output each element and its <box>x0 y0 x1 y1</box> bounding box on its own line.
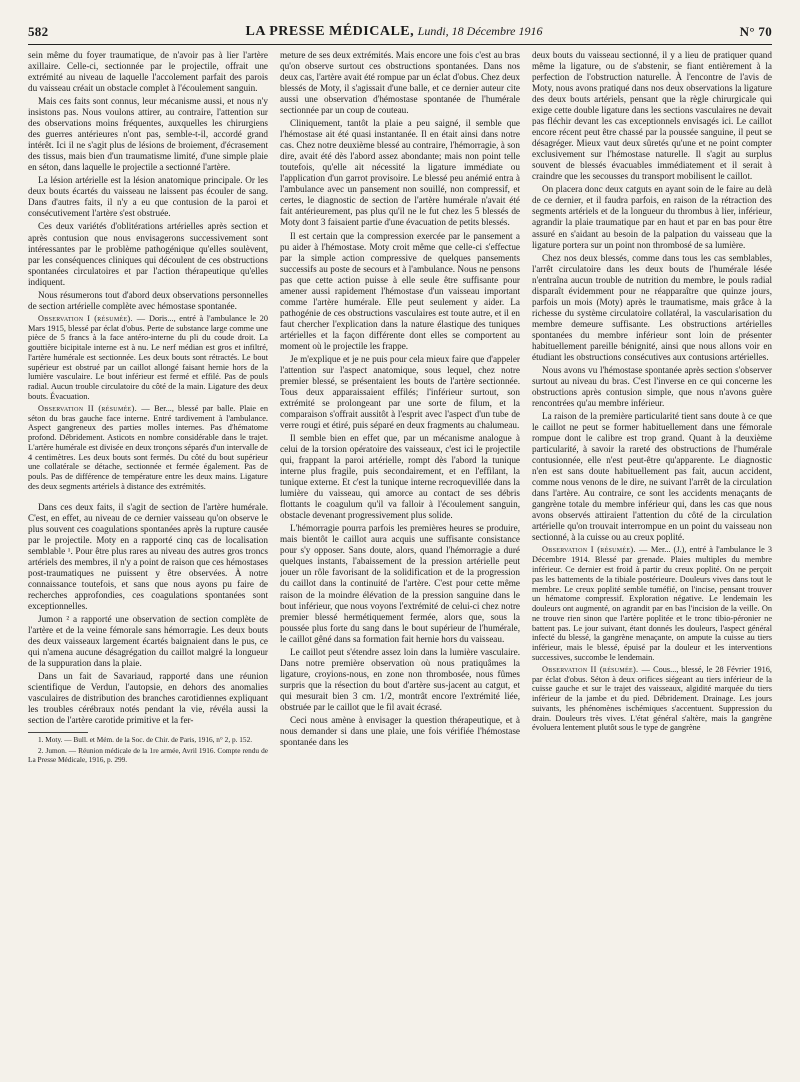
paragraph: L'hémorragie pourra parfois les premières heures se produire, mais bientôt le caillot aura acquis une suffisante consistance pour s'y opposer. Sans doute, alors, quand l'hémorragie a duré quelques instants, l'abaissement de la pression artérielle peut jouer un rôle favorisant de la solidification et de la progression du caillot dans la continuité de l'artère. C'est pour cette même raison de la moindre élévation de la pression sanguine dans le bout inférieur, que nous voyons l'extrémité de celui-ci chez notre premier blessé hermétiquement fermée, alors que, sous la poussée plus forte du sang dans le bout supérieur de l'humérale, le caillot gêné dans sa formation fait hernie hors du vaisseau. <box>280 523 520 644</box>
footnote-divider <box>28 732 88 733</box>
paragraph: Mais ces faits sont connus, leur mécanisme aussi, et nous n'y insistons pas. Nous voulons attirer, au contraire, l'attention sur des observations moins fréquentes, auxquelles les chirurgiens des guerres antérieures n'ont pas, semble-t-il, accordé grand intérêt. Ici il ne s'agit plus de lésions de broiement, d'écrasement des tissus, mais bien d'un traumatisme limité, d'une simple plaie en séton, dans laquelle le projectile a sectionné l'artère. <box>28 96 268 173</box>
paragraph: Il semble bien en effet que, par un mécanisme analogue à celui de la torsion opératoire des vaisseaux, c'est ici le projectile qui, frappant la paroi artérielle, rompt dès l'abord la tunique interne plus fragile, puis secondairement, et en l'effilant, la tunique externe. Et c'est la tunique interne recroquevillée dans la lumière du vaisseau, qui amorce au contact de ses débris flottants le coagulum qu'il va falloir à l'écoulement sanguin, obstacle devenant progressivement plus solide. <box>280 433 520 521</box>
footnote-1: 1. Moty. — Bull. et Mém. de la Soc. de Chir. de Paris, 1916, n° 2, p. 152. <box>38 735 253 745</box>
observation-2 <box>532 665 772 733</box>
observation-text: Mer... (J.), entré à l'ambulance le 3 Décembre 1914. Blessé par grenade. Plaies multiples du membre inférieur. Ce dernier est froid à partir du creux poplité. On ne perçoit pas les battements de la tibiale postérieure. Douleurs vives dans tout le membre. Le creux poplité semble tuméfié, on l'incise, pensant trouver un hématome compressif. Exploration négative. Le lendemain les douleurs ont augmenté, on agrandit par en bas l'incision de la veille. On ne trouve rien sinon que l'artère poplitée et le tronc tibio-péronier ne battent pas. Le jour suivant, étant donnés les douleurs, l'aspect général infecté du blessé, la gangrène menaçante, on ampute la cuisse au tiers inférieur, mais le blessé, épuisé par la douleur et les interventions successives, succombe le lendemain. <box>532 545 772 662</box>
paragraph: meture de ses deux extrémités. Mais encore une fois c'est au bras qu'on observe surtout ces obstructions spontanées. Dans nos deux cas, l'artère avait été rompue par un éclat d'obus. Chez deux blessés de Moty, il s'agissait d'une balle, et ce dernier auteur cite aussi une observation d'hémostase spontanée de l'humérale sectionnée par un coup de couteau. <box>280 50 520 116</box>
observation-heading: Observation II (résumée). — <box>542 664 651 674</box>
observation-heading: Observation II (résumée). — <box>38 403 150 413</box>
paragraph: La raison de la première particularité tient sans doute à ce que le caillot ne peut se former habituellement dans une fémorale rompue dont le calibre est trop grand. Quant à la deuxième particularité, à savoir la rareté des obstructions de l'humérale contusionnée, elle n'est peut-être qu'apparente. Le diagnostic n'en est sans doute habituellement pas fait, aucun accident, comme nous venons de le dire, ne suivant l'arrêt de la circulation dans l'artère. Au contraire, ce sont les accidents menaçants de gangrène totale du membre inférieur qui, dans les cas que nous avons observés attiraient l'attention du côté de la circulation artérielle qu'on trouvait interrompue en un point du vaisseau non sectionné, à la cuisse ou au creux poplité. <box>532 411 772 543</box>
journal-name: LA PRESSE MÉDICALE, <box>245 24 415 39</box>
journal-title <box>246 24 543 40</box>
column-middle <box>280 50 520 1074</box>
paragraph: Dans un fait de Savariaud, rapporté dans une réunion scientifique de Verdun, l'autopsie, en dehors des anomalies vasculaires de distribution des branches carotidiennes expliquant les troubles cérébraux notés pendant la vie, révéla aussi la section de l'artère carotide primitive et la fer- <box>28 671 268 726</box>
issue-number: N° 70 <box>739 24 772 39</box>
observation-2 <box>28 404 268 492</box>
text-columns <box>28 50 772 1074</box>
observation-1 <box>28 314 268 402</box>
paragraph: On placera donc deux catguts en ayant soin de le faire au delà de ce dernier, et il faudra parfois, en raison de la rétraction des segments artériels et de la longueur du thrombus à lier, inférieur, agrandir la plaie traumatique par en haut et par en bas pour être assuré en s'aidant au besoin de la palpation du vaisseau que la ligature portera sur un point non thrombosé de sa lumière. <box>532 184 772 250</box>
observation-text: Ber..., blessé par balle. Plaie en séton du bras gauche face interne. Entré tardivement à l'ambulance. Aspect gangreneux des parties molles internes. Pas d'hématome profond. Débridement. Asticots en nombre considérable dans le trajet. L'artère humérale est divisée en deux tronçons séparés d'un intervalle de 4 centimètres. Les deux bouts sont fermés. Du côté du bout supérieur une collatérale se détache, sectionnée et fermée également. Pas de pouls. Pas de différence de température entre les deux mains. Ligature des deux segments artériels à distance des extrémités. <box>28 403 268 491</box>
observation-text: Doris..., entré à l'ambulance le 20 Mars 1915, blessé par éclat d'obus. Perte de substance large comme une pièce de 5 francs à la face antéro-interne du pli du coude droit. La gouttière bicipitale interne est à nu. Le nerf médian est gros et infiltré, l'artère humérale est sectionnée. Les deux bouts sont rétractés. Le bout supérieur est obstrué par un caillot allongé faisant hernie hors de la lumière vasculaire. Le bout inférieur est fermé et effilé. Pas de pouls radial. Aucun trouble circulatoire du côté de la main. Ligature des deux bouts. Évacuation. <box>28 313 268 401</box>
paragraph: Cliniquement, tantôt la plaie a peu saigné, il semble que l'hémostase ait été quasi instantanée. Il en était ainsi dans notre cas. Chez notre deuxième blessé au contraire, l'hémorragie, à son dire, avait été dès l'abord assez abondante; mais non point telle toutefois, qu'elle ait nécessité la ligature immédiate ou l'application d'un garrot provisoire. Le blessé peu anémié entra à l'ambulance avec un pansement non souillé, non compressif, et certes, le diagnostic de section de l'artère humérale n'avait été fait antérieurement, pas plus qu'il ne le fut chez les 5 blessés de Moty dont 3 faisaient partie d'une évacuation de petits blessés. <box>280 118 520 228</box>
observation-heading: Observation I (résumée). — <box>38 313 146 323</box>
column-right <box>532 50 772 1074</box>
paragraph: La lésion artérielle est la lésion anatomique principale. Or les deux bouts écartés du vaisseau ne laissent pas écouler de sang. Dans d'autres faits, il n'y a eu que contusion de la paroi et consécutivement l'artère s'est obstruée. <box>28 175 268 219</box>
paragraph: Chez nos deux blessés, comme dans tous les cas semblables, l'arrêt circulatoire dans les deux bouts de l'humérale lésée n'entraîna aucun trouble de nutrition du membre, le pouls radial disparaît évidemment pour ne réapparaître que quinze jours, parfois un mois (Moty) après le traumatisme, mais grâce à la richesse du système circulatoire collatéral, la vascularisation du membre demeure suffisante. Les obstructions artérielles spontanées du membre inférieur sont loin de présenter habituellement pareille bénignité, ainsi que nous allons voir en étudiant les obstructions consécutives aux contusions artérielles. <box>532 252 772 362</box>
paragraph: sein même du foyer traumatique, de n'avoir pas à lier l'artère axillaire. Celle-ci, sectionnée par le projectile, offrait une extrémité au niveau de laquelle l'accolement parfait des parois du vaisseau créait un obstacle complet à l'écoulement sanguin. <box>28 50 268 94</box>
paragraph: Je m'explique et je ne puis pour cela mieux faire que d'appeler l'attention sur l'aspect anatomique, sous lequel, chez notre premier blessé, se présentaient les bouts de l'artère sectionnée. Tous deux apparaissaient effilés; l'inférieur surtout, son extrémité se prolongeant par une sorte de filum, et la comparaison s'offrait aussitôt à l'esprit avec l'aspect d'un tube de verre rougi et étiré, puis séparé en deux fragments au chalumeau. <box>280 353 520 431</box>
observation-1 <box>532 545 772 662</box>
paragraph: Ces deux variétés d'oblitérations artérielles après section et après contusion que nous envisagerons successivement sont intéressantes par le problème pathogénique qu'elles soulèvent, par les conséquences cliniques qui découlent de ces obstructions spontanées circulatoires et par l'action thérapeutique qu'elles indiquent. <box>28 221 268 287</box>
spacer <box>28 494 268 502</box>
paragraph: Ceci nous amène à envisager la question thérapeutique, et à nous demander si dans une plaie, une fois vérifiée l'hémostase spontanée dans les <box>280 714 520 747</box>
page-number: 582 <box>28 24 49 39</box>
column-left <box>28 50 268 1074</box>
observation-text: Cous..., blessé, le 28 Février 1916, par éclat d'obus. Séton à deux orifices siégeant au tiers inférieur de la cuisse gauche et sur le trajet des vaisseaux, algidité marquée du tiers inférieur de la jambe et du pied. Débridement. Drainage. Les jours suivants, les phénomènes ischémiques s'accentuent. Suppression du drain. Douleurs très vives. L'état général s'altère, mais la gangrène évoluera lentement plutôt sous le type de gangrène <box>532 664 772 733</box>
paragraph: Nous avons vu l'hémostase spontanée après section s'observer surtout au niveau du bras. C'est l'inverse en ce qui concerne les obstructions après contusion simple, que nous n'avons guère rencontrées qu'au membre inférieur. <box>532 364 772 408</box>
footnote-2: 2. Jumon. — Réunion médicale de la 1re armée, Avril 1916. Compte rendu de La Presse Médicale, 1916, p. 299. <box>28 746 268 764</box>
observation-heading: Observation I (résumée). — <box>542 545 648 555</box>
paragraph: Le caillot peut s'étendre assez loin dans la lumière vasculaire. Dans notre première observation où nous pratiquâmes la ligature, croyions-nous, en zone non thrombosée, nous fûmes surpris que la résection du bout d'artère sus-jacent au catgut, et qui mesurait bien 3 cm. 1/2, montrât encore l'extrémité liée, obstruée par le caillot que le fil avait écrasé. <box>280 646 520 712</box>
paragraph: deux bouts du vaisseau sectionné, il y a lieu de pratiquer quand même la ligature, ou de s'abstenir, se fiant entièrement à la perfection de l'obstruction naturelle. À l'encontre de l'avis de Moty, nous avons pratiqué dans nos deux observations la ligature des deux bouts artériels, pensant que la règle chirurgicale qui exige cette double ligature dans les sections vasculaires ne devait pas fléchir devant les cas exceptionnels envisagés ici. Le caillot encore récent peut être chassé par la poussée sanguine, il peut se désagréger. Mieux vaut deux sûretés qu'une et ne point compter exclusivement sur l'hémostase naturelle. Il s'agit au surplus souvent de blessés évacuables immédiatement et il serait à craindre que les secousses du transport mobilisent le caillot. <box>532 50 772 182</box>
page-header <box>28 20 772 45</box>
paragraph: Dans ces deux faits, il s'agit de section de l'artère humérale. C'est, en effet, au niveau de ce dernier vaisseau qu'on observe le plus souvent ces coagulations spontanées après la rupture causée par le projectile. Moty en a rapporté cinq cas de localisation semblable ¹. Pour être plus rares au niveau des autres gros troncs artériels des membres, il n'y a point de raison que ces hémostases post-traumatiques ne puissent y être observées. À notre connaissance toutefois, et sans que nous ayons pu faire de recherches approfondies, ces coagulations spontanées sont exceptionnelles. <box>28 501 268 612</box>
paragraph: Nous résumerons tout d'abord deux observations personnelles de section artérielle complète avec hémostase spontanée. <box>28 289 268 311</box>
issue-date: Lundi, 18 Décembre 1916 <box>417 24 543 38</box>
paragraph: Jumon ² a rapporté une observation de section complète de l'artère et de la veine fémorale sans hémorragie. Les deux bouts des deux vaisseaux largement écartés baignaient dans le pus, ce qui n'amena aucune désagrégation du caillot malgré la longueur de la suppuration dans la plaie. <box>28 614 268 669</box>
paragraph: Il est certain que la compression exercée par le pansement a pu aider à l'hémostase. Moty croit même que celle-ci s'effectue par la simple action compressive de quelques pansements successifs au poste de secours et à l'ambulance. Nous ne pensons pas que cette action puisse à elle seule être suffisante pour amener aussi rapidement l'hémostase d'un vaisseau important comme l'artère humérale. Elle peut seulement y aider. La pathogénie de ces obstructions vasculaires est toute autre, et il en faut chercher l'explication dans la nature élastique des tuniques artérielles et la façon différente dont elles se comportent au moment où le projectile les frappe. <box>280 230 520 351</box>
